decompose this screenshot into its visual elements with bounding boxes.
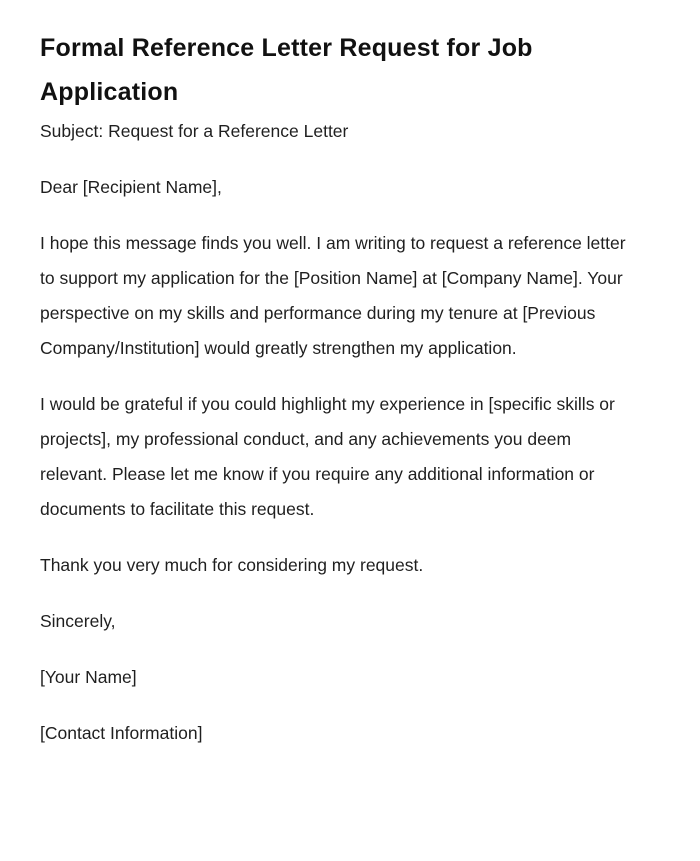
closing-thanks: Thank you very much for considering my request. — [40, 555, 424, 575]
letter-body — [40, 114, 637, 751]
contact-info-placeholder: [Contact Information] — [40, 723, 203, 743]
sender-name-placeholder: [Your Name] — [40, 667, 137, 687]
document-title: Formal Reference Letter Request for Job Application — [40, 34, 533, 106]
subject-line: Subject: Request for a Reference Letter — [40, 121, 349, 141]
salutation: Dear [Recipient Name], — [40, 177, 222, 197]
signoff: Sincerely, — [40, 611, 116, 631]
body-paragraph-2: I would be grateful if you could highlight my experience in [specific skills or projects], my professional conduct, and any achievements you deem relevant. Please let me know if you require any additional information or documents to facilitate this request. — [40, 394, 615, 519]
body-paragraph-1: I hope this message finds you well. I am writing to request a reference letter to support my application for the [Position Name] at [Company Name]. Your perspective on my skills and performance during my tenure at [Previous Company/Institution] would greatly strengthen my application. — [40, 233, 626, 358]
